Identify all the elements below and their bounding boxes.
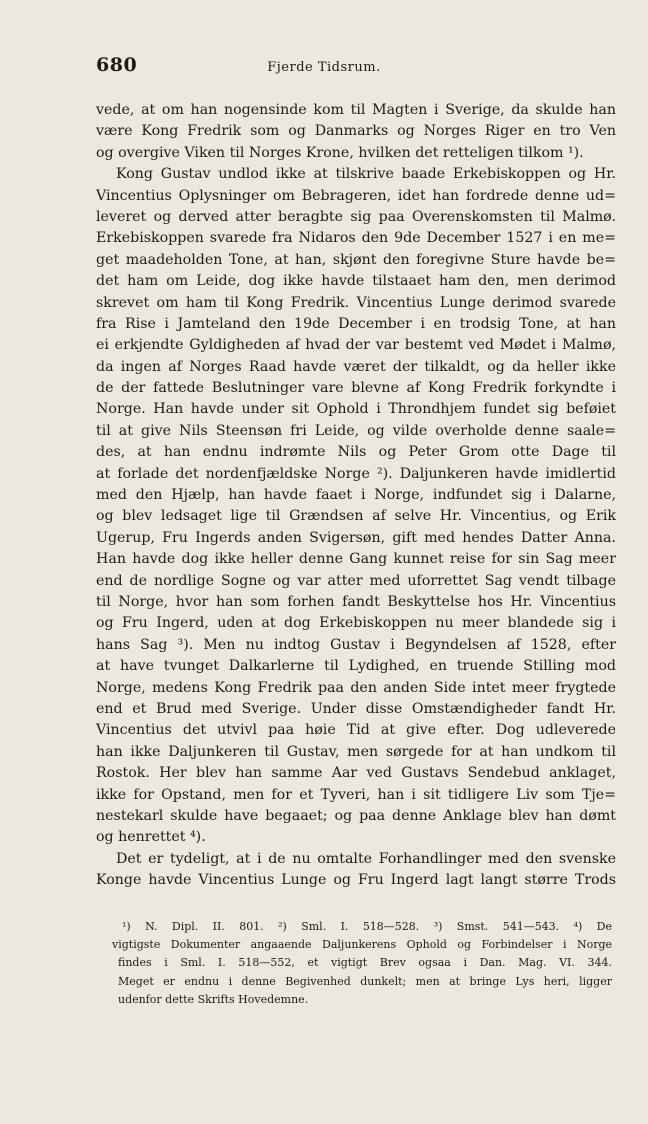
text-line: at forlade det nordenfjældske Norge ²). Daljunkeren havde imidlertid [96, 465, 616, 482]
text-line: Vincentius Oplysninger om Bebrageren, idet han fordrede denne ud= [96, 187, 616, 204]
main-text [96, 100, 616, 891]
text-line: end de nordlige Sogne og var atter med uforrettet Sag vendt tilbage [96, 572, 616, 589]
text-line: hans Sag ³). Men nu indtog Gustav i Begyndelsen af 1528, efter [96, 636, 616, 653]
text-line: med den Hjælp, han havde faaet i Norge, indfundet sig i Dalarne, [96, 487, 616, 504]
text-line: at have tvunget Dalkarlerne til Lydighed, en truende Stilling mod [96, 658, 616, 675]
text-line: leveret og derved atter beragbte sig paa Overenskomsten til Malmø. [96, 208, 616, 225]
text-line: Han havde dog ikke heller denne Gang kunnet reise for sin Sag meer [96, 551, 616, 568]
text-line: det ham om Leide, dog ikke havde tilstaaet ham den, men derimod [96, 273, 616, 290]
text-line: og blev ledsaget lige til Grændsen af selve Hr. Vincentius, og Erik [96, 508, 616, 525]
text-line: Konge havde Vincentius Lunge og Fru Ingerd lagt langt større Trods [96, 872, 616, 889]
text-line: til at give Nils Steensøn fri Leide, og vilde overholde denne saale= [96, 422, 616, 439]
text-line: nestekarl skulde have begaaet; og paa denne Anklage blev han dømt [96, 807, 616, 824]
text-line: Kong Gustav undlod ikke at tilskrive baade Erkebiskoppen og Hr. [116, 166, 616, 183]
text-line: des, at han endnu indrømte Nils og Peter Grom otte Dage til [96, 444, 616, 461]
text-line: Erkebiskoppen svarede fra Nidaros den 9de December 1527 i en me= [96, 230, 616, 247]
text-line: skrevet om ham til Kong Fredrik. Vincentius Lunge derimod svarede [96, 294, 616, 311]
text-line: være Kong Fredrik som og Danmarks og Norges Riger en tro Ven [96, 123, 616, 140]
text-line: Ugerup, Fru Ingerds anden Svigersøn, gift med hendes Datter Anna. [96, 529, 616, 546]
text-line: Norge. Han havde under sit Ophold i Throndhjem fundet sig beføiet [96, 401, 616, 418]
footnote-line: vigtigste Dokumenter angaaende Daljunkerens Ophold og Forbindelser i Norge [112, 938, 612, 952]
text-line: han ikke Daljunkeren til Gustav, men sørgede for at han undkom til [96, 743, 616, 760]
text-line: og Fru Ingerd, uden at dog Erkebiskoppen nu meer blandede sig i [96, 615, 616, 632]
text-line: Vincentius det utvivl paa høie Tid at give efter. Dog udleverede [96, 722, 616, 739]
text-line: de der fattede Beslutninger vare blevne af Kong Fredrik forkyndte i [96, 380, 616, 397]
text-line: Det er tydeligt, at i de nu omtalte Forhandlinger med den svenske [116, 850, 616, 867]
text-line: end et Brud med Sverige. Under disse Omstændigheder fandt Hr. [96, 700, 616, 717]
text-line: ei erkjendte Gyldigheden af hvad der var bestemt ved Mødet i Malmø, [96, 337, 616, 354]
page-number: 680 [96, 54, 138, 76]
text-line: til Norge, hvor han som forhen fandt Beskyttelse hos Hr. Vincentius [96, 593, 616, 610]
text-line: og overgive Viken til Norges Krone, hvilken det retteligen tilkom ¹). [96, 144, 584, 161]
footnote-line: findes i Sml. I. 518—552, et vigtigt Brev ogsaa i Dan. Mag. VI. 344. [118, 956, 612, 970]
footnotes [112, 918, 612, 1009]
text-line: Rostok. Her blev han samme Aar ved Gustavs Sendebud anklaget, [96, 765, 616, 782]
text-line: vede, at om han nogensinde kom til Magten i Sverige, da skulde han [96, 102, 616, 118]
footnote-line: ¹) N. Dipl. II. 801. ²) Sml. I. 518—528. ³) Smst. 541—543. ⁴) De [122, 920, 612, 933]
text-line: fra Rise i Jamteland den 19de December i en trodsig Tone, at han [96, 315, 616, 332]
text-line: Norge, medens Kong Fredrik paa den anden Side intet meer frygtede [96, 679, 616, 696]
running-title: Fjerde Tidsrum. [267, 60, 381, 75]
footnote-line: udenfor dette Skrifts Hovedemne. [118, 992, 309, 1006]
text-line: da ingen af Norges Raad havde været der tilkaldt, og da heller ikke [96, 358, 616, 375]
text-line: og henrettet ⁴). [96, 829, 206, 846]
text-line: get maadeholden Tone, at han, skjønt den foregivne Sture havde be= [96, 251, 616, 268]
text-line: ikke for Opstand, men for et Tyveri, han i sit tidligere Liv som Tje= [96, 786, 616, 803]
footnote-line: Meget er endnu i denne Begivenhed dunkelt; men at bringe Lys heri, ligger [118, 974, 612, 988]
